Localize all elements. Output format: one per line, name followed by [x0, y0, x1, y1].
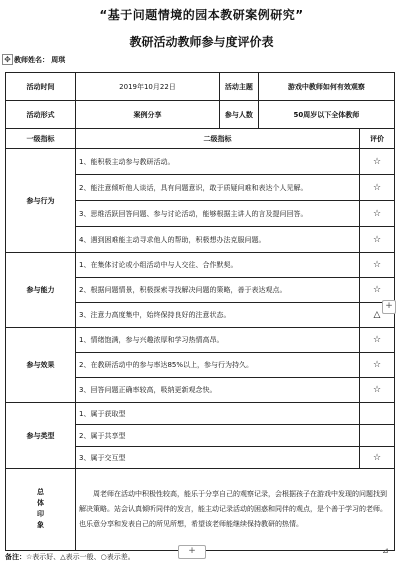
rating-cell[interactable]: [359, 425, 394, 447]
footnote: [5, 552, 135, 562]
rating-cell[interactable]: ☆: [359, 447, 394, 469]
criterion-cell[interactable]: 2、在教研活动中的参与率达85%以上，参与行为持久。: [76, 353, 360, 378]
footnote-text: ☆表示好、△表示一般、○表示差。: [26, 553, 135, 561]
rating-cell[interactable]: ☆: [359, 149, 394, 175]
criterion-cell[interactable]: 3、思维活跃回答问题、参与讨论活动，能够根据主讲人的言及提问回答。: [76, 201, 360, 227]
criterion-cell[interactable]: 1、在集体讨论或小组活动中与人交往、合作默契。: [76, 253, 360, 278]
rating-cell[interactable]: ☆: [359, 378, 394, 403]
theme-value-cell[interactable]: 游戏中教师如何有效观察: [258, 73, 394, 101]
rating-cell[interactable]: △: [359, 303, 394, 328]
criterion-cell[interactable]: 1、能积极主动参与教研活动。: [76, 149, 360, 175]
theme-label-cell: 活动主题: [219, 73, 258, 101]
group-name-cell: 参与类型: [6, 403, 76, 469]
summary-text-cell[interactable]: 周老师在活动中积极性较高，能乐于分享自己的观察记录，会根据孩子在游戏中发现的问题找到解决策略。站会认真倾听同伴的发言，能主动记录活动的困惑和同伴的观点，是个善于学习的老师。也乐意分享和发表自己的所见所想，希望该老师能继续保持教研的热情。: [76, 469, 395, 551]
rating-cell[interactable]: ☆: [359, 201, 394, 227]
rating-cell[interactable]: ☆: [359, 353, 394, 378]
add-column-plus-icon[interactable]: +: [382, 300, 396, 314]
teacher-label: 教师姓名：: [14, 56, 49, 64]
document-title-line2: 教研活动教师参与度评价表: [129, 35, 274, 49]
criterion-cell[interactable]: 3、注意力高度集中，始终保持良好的注意状态。: [76, 303, 360, 328]
table-resize-handle-icon[interactable]: ⊿: [382, 546, 389, 555]
rating-cell[interactable]: ☆: [359, 227, 394, 253]
criterion-cell[interactable]: 2、能注意倾听他人谈话，具有问题意识，敢于质疑问难和表达个人见解。: [76, 175, 360, 201]
group-name-cell: 参与行为: [6, 149, 76, 253]
summary-label-cell: [6, 469, 76, 551]
form-label-cell: 活动形式: [6, 101, 76, 129]
teacher-line: [14, 55, 65, 65]
evaluation-table: [5, 72, 395, 551]
count-label-cell: 参与人数: [219, 101, 258, 129]
footnote-label: 备注：: [5, 553, 26, 561]
count-value-cell[interactable]: 50周岁以下全体教师: [258, 101, 394, 129]
time-label-cell: 活动时间: [6, 73, 76, 101]
level1-header: 一级指标: [6, 129, 76, 149]
rating-cell[interactable]: ☆: [359, 175, 394, 201]
rating-cell[interactable]: ☆: [359, 328, 394, 353]
time-value-cell[interactable]: 2019年10月22日: [76, 73, 220, 101]
criterion-cell[interactable]: 3、回答问题正确率较高，吸纳更新观念快。: [76, 378, 360, 403]
rating-cell[interactable]: ☆: [359, 278, 394, 303]
form-value-cell[interactable]: 案例分享: [76, 101, 220, 129]
teacher-name: 周琪: [51, 56, 66, 64]
level2-header: 二级指标: [76, 129, 360, 149]
group-name-cell: 参与效果: [6, 328, 76, 403]
criterion-cell[interactable]: 1、情绪饱满，参与兴趣浓厚和学习热情高昂。: [76, 328, 360, 353]
group-name-cell: 参与能力: [6, 253, 76, 328]
rating-cell[interactable]: ☆: [359, 253, 394, 278]
add-row-plus-icon[interactable]: +: [178, 545, 206, 559]
rating-header: 评价: [359, 129, 394, 149]
criterion-cell[interactable]: 3、属于交互型: [76, 447, 360, 469]
rating-cell[interactable]: [359, 403, 394, 425]
criterion-cell[interactable]: 4、遇到困难能主动寻求他人的帮助，积极想办法克服问题。: [76, 227, 360, 253]
table-move-handle-icon[interactable]: ✥: [2, 54, 13, 65]
criterion-cell[interactable]: 2、属于共享型: [76, 425, 360, 447]
criterion-cell[interactable]: 1、属于获取型: [76, 403, 360, 425]
document-title-line1: “基于问题情境的园本教研案例研究”: [99, 8, 304, 22]
criterion-cell[interactable]: 2、根据问题情景，积极探索寻找解决问题的策略，善于表达观点。: [76, 278, 360, 303]
summary-label: 总体印象: [36, 487, 45, 532]
